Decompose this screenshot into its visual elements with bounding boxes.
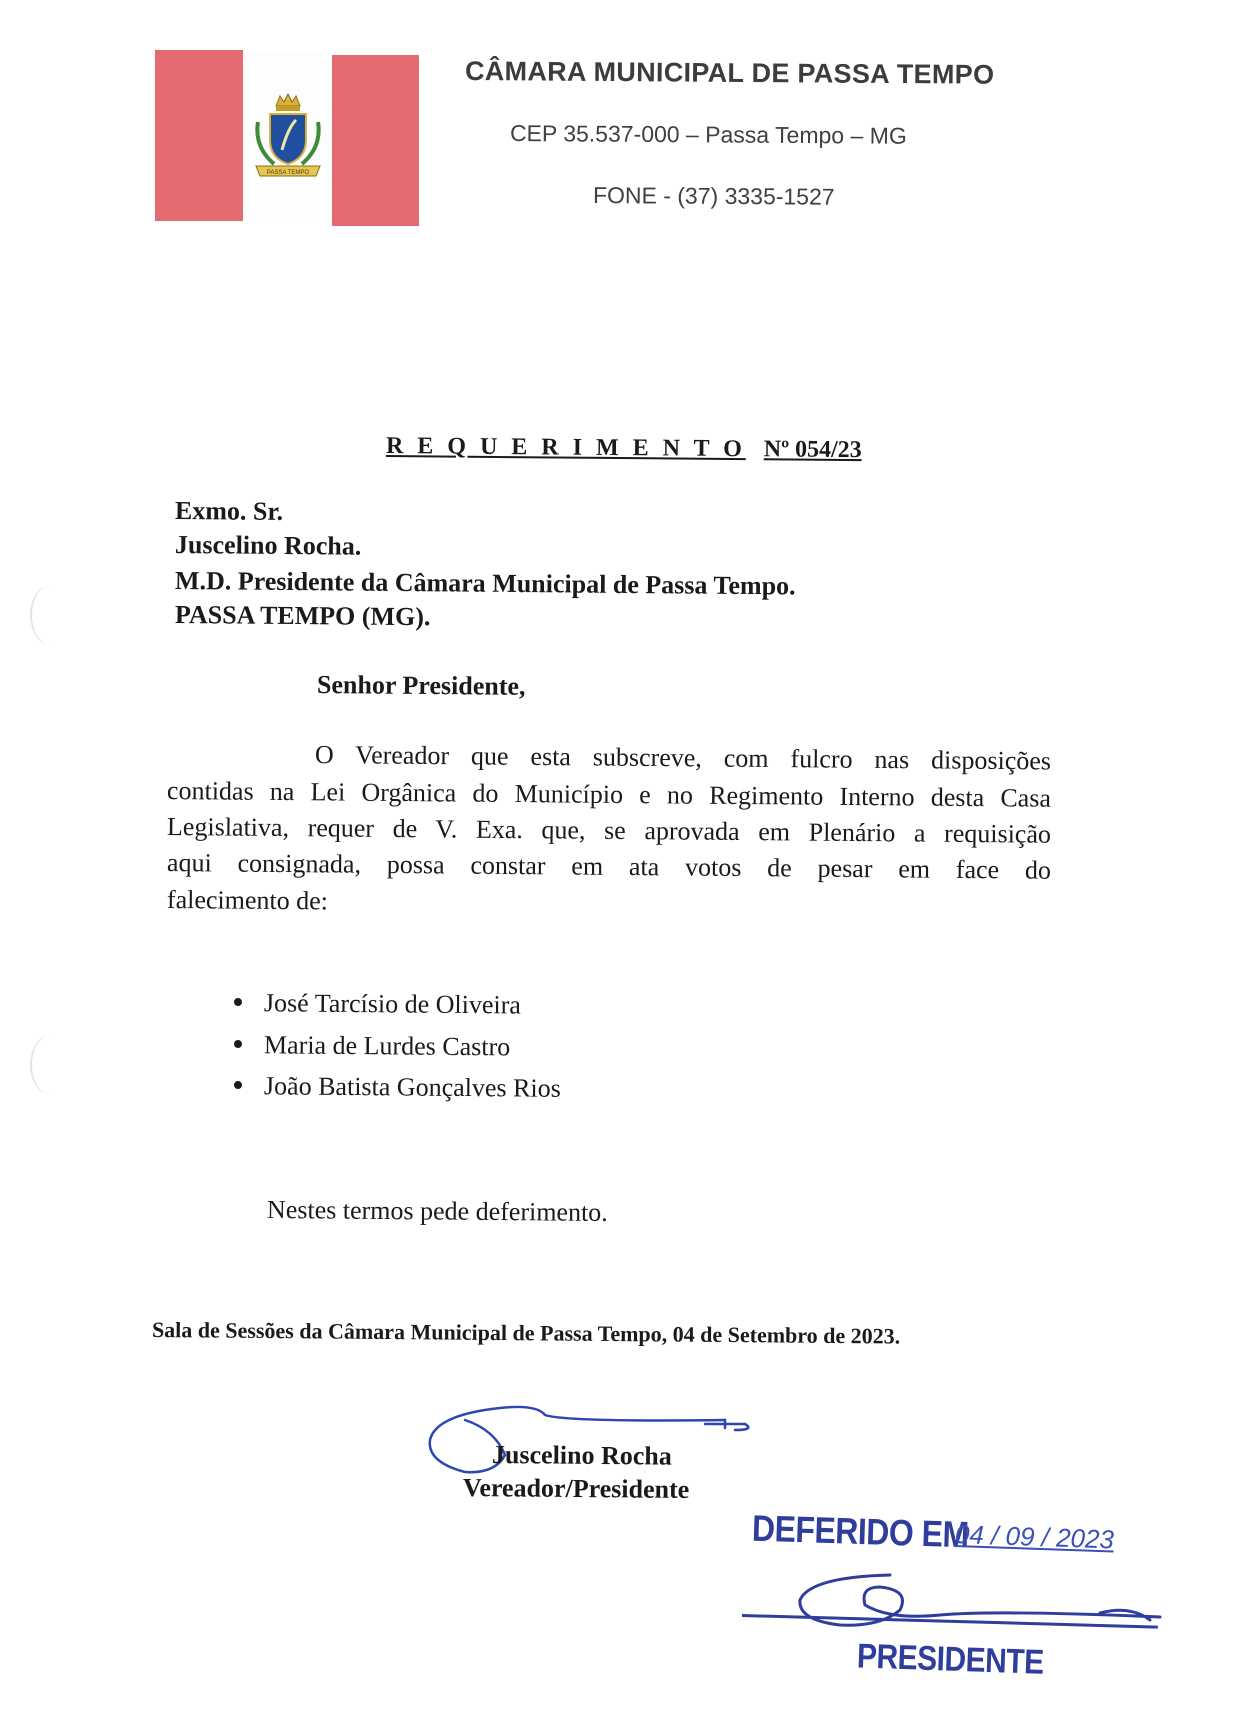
punch-hole-mark (30, 585, 72, 645)
closing-text: Nestes termos pede deferimento. (266, 1195, 608, 1227)
list-item-text: José Tarcísio de Oliveira (263, 988, 522, 1020)
body-line: Legislativa, requer de V. Exa. que, se aprovada em Plenário a requisição (166, 812, 1052, 849)
document-title (386, 433, 862, 464)
bullet-icon (234, 1081, 242, 1089)
punch-hole-mark (30, 1035, 72, 1095)
list-item (234, 1071, 561, 1104)
list-item (234, 988, 521, 1021)
greeting: Senhor Presidente, (316, 670, 526, 701)
institution-title: CÂMARA MUNICIPAL DE PASSA TEMPO (464, 56, 995, 90)
body-line: falecimento de: (166, 885, 329, 916)
institution-phone: FONE - (37) 3335-1527 (592, 182, 835, 210)
flag-right-stripe (332, 55, 419, 226)
addressee-line: Juscelino Rocha. (174, 530, 362, 561)
stamp-label: DEFERIDO EM (751, 1507, 970, 1556)
document-number: Nº 054/23 (763, 436, 862, 464)
document-title-label: R E Q U E R I M E N T O (385, 433, 746, 463)
list-item-text: João Batista Gonçalves Rios (263, 1071, 561, 1103)
bullet-icon (234, 998, 242, 1006)
flag-left-stripe (155, 50, 243, 221)
body-line: O Vereador que esta subscreve, com fulcro nas disposições (314, 740, 1052, 776)
place-date: Sala de Sessões da Câmara Municipal de Passa Tempo, 04 de Setembro de 2023. (151, 1317, 901, 1349)
body-line: aqui consignada, possa constar em ata votos de pesar em face do (166, 848, 1052, 885)
institution-address: CEP 35.537-000 – Passa Tempo – MG (509, 120, 907, 149)
list-item (234, 1030, 510, 1062)
body-line: contidas na Lei Orgânica do Município e no Regimento Interno desta Casa (166, 776, 1052, 813)
addressee-line: PASSA TEMPO (MG). (174, 600, 431, 632)
signer-name: Juscelino Rocha (491, 1440, 672, 1471)
addressee-line: M.D. Presidente da Câmara Municipal de Passa Tempo. (174, 566, 796, 601)
addressee-line: Exmo. Sr. (174, 496, 284, 526)
svg-text:PASSA TEMPO: PASSA TEMPO (266, 170, 310, 176)
coat-of-arms-icon (246, 92, 330, 184)
signer-role: Vereador/Presidente (462, 1473, 690, 1504)
stamp-role: PRESIDENTE (856, 1637, 1045, 1682)
list-item-text: Maria de Lurdes Castro (263, 1030, 511, 1062)
bullet-icon (234, 1040, 242, 1048)
stamp-date: 04 / 09 / 2023 (954, 1519, 1115, 1555)
